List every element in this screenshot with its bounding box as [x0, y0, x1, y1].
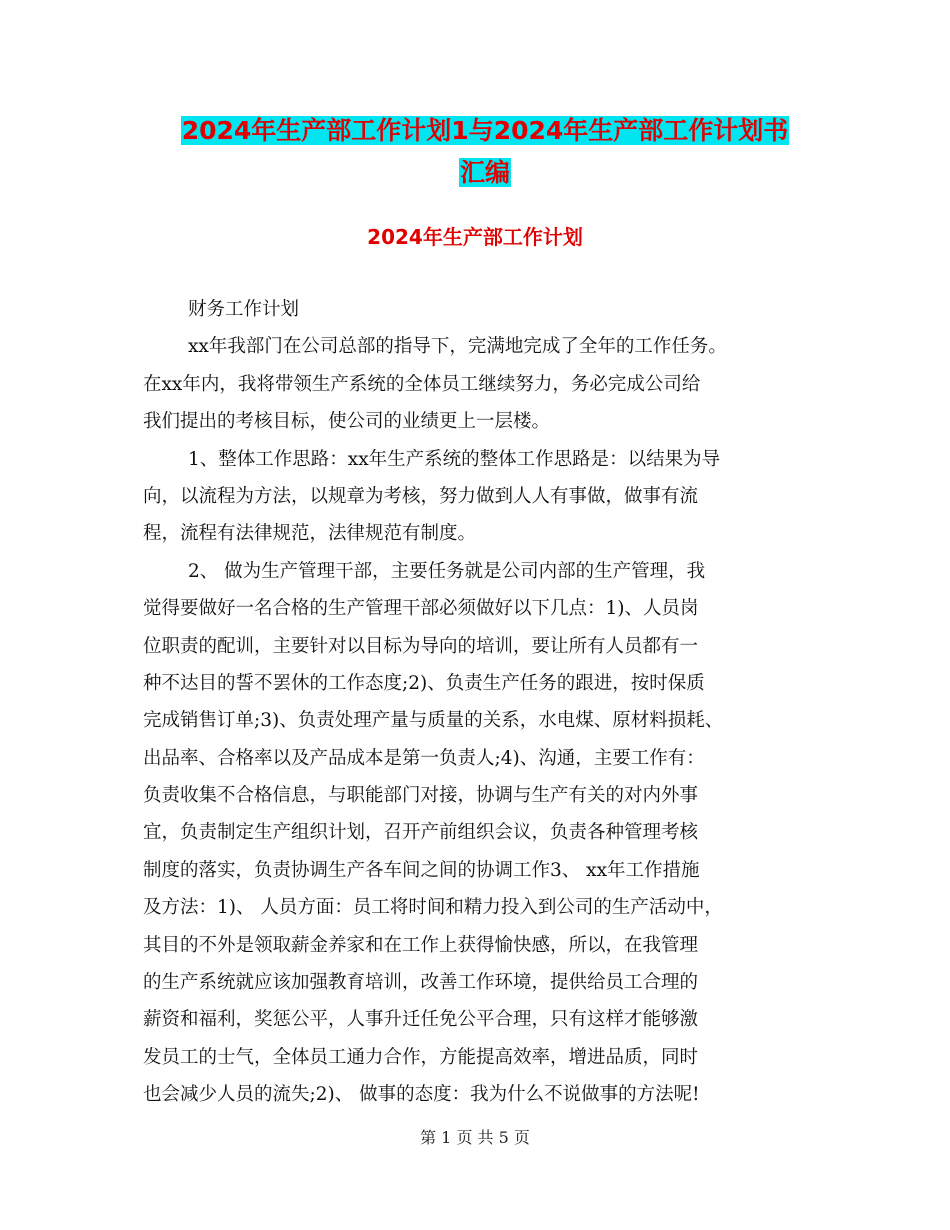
body-line: 薪资和福利，奖惩公平，人事升迁任免公平合理，只有这样才能够激: [143, 1009, 699, 1031]
body-line: 宜，负责制定生产组织计划，召开产前组织会议，负责各种管理考核: [143, 822, 699, 844]
body-line: 出品率、合格率以及产品成本是第一负责人;4)、沟通，主要工作有：: [143, 747, 705, 769]
body-line: 及方法：1)、 人员方面：员工将时间和精力投入到公司的生产活动中，: [143, 897, 723, 919]
body-line: 程，流程有法律规范，法律规范有制度。: [143, 523, 477, 545]
body-line: 其目的不外是领取薪金养家和在工作上获得愉快感，所以，在我管理: [143, 934, 699, 956]
body-line: 觉得要做好一名合格的生产管理干部必须做好以下几点：1)、人员岗: [143, 598, 699, 620]
body-line: 负责收集不合格信息，与职能部门对接，协调与生产有关的对内外事: [143, 785, 699, 807]
body-line: 2、 做为生产管理干部，主要任务就是公司内部的生产管理，我: [188, 560, 706, 582]
body-line: 1、整体工作思路：xx年生产系统的整体工作思路是：以结果为导: [188, 448, 721, 470]
body-line: 的生产系统就应该加强教育培训，改善工作环境，提供给员工合理的: [143, 972, 699, 994]
body-line: 财务工作计划: [188, 299, 300, 320]
body-line: xx年我部门在公司总部的指导下，完满地完成了全年的工作任务。: [188, 336, 727, 358]
body-line: 在xx年内，我将带领生产系统的全体员工继续努力，务必完成公司给: [143, 373, 701, 395]
body-line: 位职责的配训，主要针对以目标为导向的培训，要让所有人员都有一: [143, 635, 699, 657]
body-line: 也会减少人员的流失;2)、 做事的态度：我为什么不说做事的方法呢!: [143, 1084, 700, 1106]
body-line: 向，以流程为方法，以规章为考核，努力做到人人有事做，做事有流: [143, 485, 699, 507]
body-line: 制度的落实，负责协调生产各车间之间的协调工作3、 xx年工作措施: [143, 859, 700, 881]
body-line: 种不达目的誓不罢休的工作态度;2)、负责生产任务的跟进，按时保质: [143, 672, 705, 694]
body-line: 完成销售订单;3)、负责处理产量与质量的关系，水电煤、原材料损耗、: [143, 710, 724, 732]
body-line: 发员工的士气，全体员工通力合作，方能提高效率，增进品质，同时: [143, 1046, 699, 1068]
section-title: 2024年生产部工作计划: [367, 225, 583, 249]
page-number-footer: 第 1 页 共 5 页: [420, 1128, 530, 1147]
document-body: [143, 291, 823, 1114]
document-title: [140, 110, 830, 194]
document-title-line-2: 汇编: [459, 158, 510, 187]
document-title-line-1: 2024年生产部工作计划1与2024年生产部工作计划书: [181, 116, 789, 145]
body-line: 我们提出的考核目标，使公司的业绩更上一层楼。: [143, 411, 551, 433]
